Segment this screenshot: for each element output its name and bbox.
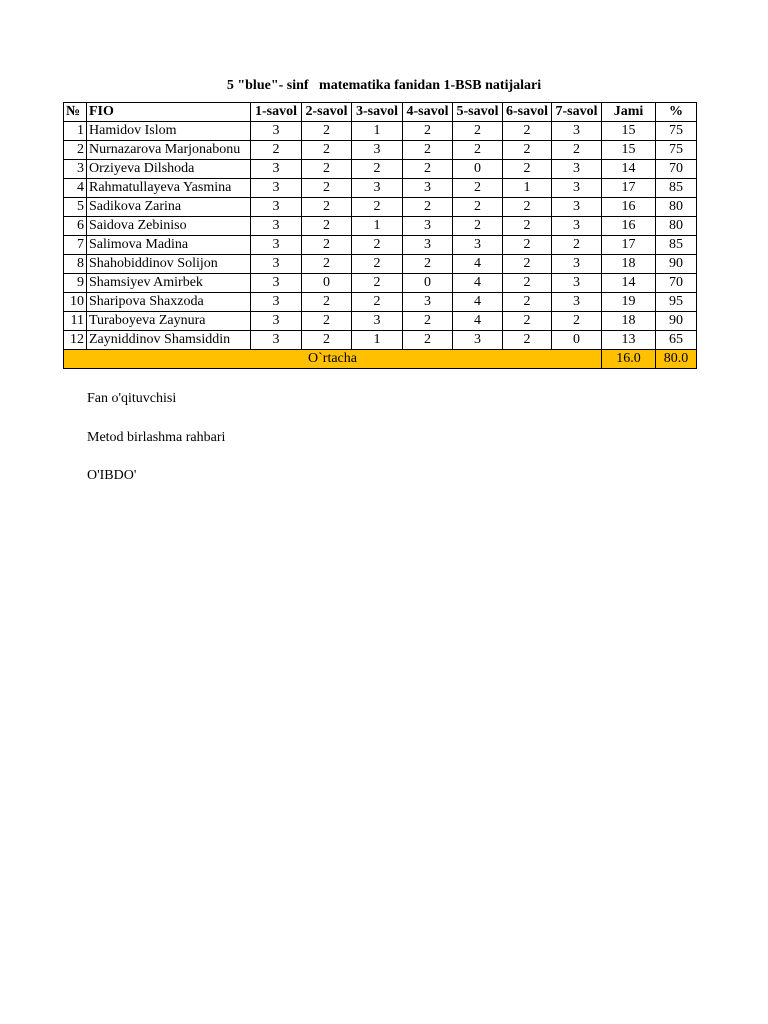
- row-number: 3: [64, 160, 87, 179]
- score-savol-5: 3: [453, 331, 503, 350]
- student-name: Sadikova Zarina: [87, 198, 251, 217]
- total-percent: 80: [656, 217, 697, 236]
- total-jami: 14: [602, 274, 656, 293]
- total-jami: 18: [602, 312, 656, 331]
- total-jami: 17: [602, 179, 656, 198]
- score-savol-5: 2: [453, 122, 503, 141]
- total-jami: 19: [602, 293, 656, 312]
- score-savol-1: 3: [251, 122, 302, 141]
- student-name: Salimova Madina: [87, 236, 251, 255]
- score-savol-7: 3: [552, 293, 602, 312]
- score-savol-5: 3: [453, 236, 503, 255]
- score-savol-4: 2: [403, 141, 453, 160]
- score-savol-3: 3: [352, 312, 403, 331]
- score-savol-6: 2: [503, 331, 552, 350]
- table-row: [64, 293, 697, 312]
- table-row: [64, 255, 697, 274]
- student-name: Nurnazarova Marjonabonu: [87, 141, 251, 160]
- score-savol-1: 3: [251, 312, 302, 331]
- score-savol-1: 3: [251, 293, 302, 312]
- header-cell-jami: Jami: [602, 103, 656, 122]
- header-row: [64, 103, 697, 122]
- score-savol-2: 2: [302, 217, 352, 236]
- score-savol-3: 2: [352, 198, 403, 217]
- header-cell-savol-2: 2-savol: [302, 103, 352, 122]
- results-table: [63, 102, 697, 369]
- header-cell-savol-7: 7-savol: [552, 103, 602, 122]
- score-savol-2: 2: [302, 141, 352, 160]
- score-savol-2: 2: [302, 293, 352, 312]
- row-number: 10: [64, 293, 87, 312]
- student-name: Hamidov Islom: [87, 122, 251, 141]
- score-savol-6: 2: [503, 160, 552, 179]
- total-percent: 90: [656, 312, 697, 331]
- score-savol-3: 2: [352, 274, 403, 293]
- total-jami: 15: [602, 141, 656, 160]
- score-savol-5: 4: [453, 274, 503, 293]
- score-savol-4: 3: [403, 293, 453, 312]
- table-body: [64, 122, 697, 350]
- row-number: 9: [64, 274, 87, 293]
- score-savol-2: 2: [302, 312, 352, 331]
- header-cell-savol-4: 4-savol: [403, 103, 453, 122]
- student-name: Rahmatullayeva Yasmina: [87, 179, 251, 198]
- row-number: 11: [64, 312, 87, 331]
- score-savol-1: 3: [251, 179, 302, 198]
- footer-method-head: Metod birlashma rahbari: [87, 430, 226, 445]
- student-name: Saidova Zebiniso: [87, 217, 251, 236]
- score-savol-5: 2: [453, 217, 503, 236]
- total-jami: 14: [602, 160, 656, 179]
- row-number: 8: [64, 255, 87, 274]
- average-row: [64, 350, 697, 369]
- score-savol-2: 2: [302, 236, 352, 255]
- score-savol-1: 3: [251, 217, 302, 236]
- score-savol-4: 2: [403, 255, 453, 274]
- document-title: 5 "blue"- sinf matematika fanidan 1-BSB natijalari: [226, 78, 542, 93]
- row-number: 12: [64, 331, 87, 350]
- header-cell-percent: %: [656, 103, 697, 122]
- score-savol-2: 2: [302, 179, 352, 198]
- total-jami: 13: [602, 331, 656, 350]
- table-row: [64, 217, 697, 236]
- total-jami: 16: [602, 198, 656, 217]
- row-number: 2: [64, 141, 87, 160]
- header-cell-savol-1: 1-savol: [251, 103, 302, 122]
- score-savol-6: 2: [503, 198, 552, 217]
- score-savol-6: 2: [503, 312, 552, 331]
- average-label: O`rtacha: [64, 350, 602, 369]
- table-row: [64, 122, 697, 141]
- score-savol-1: 3: [251, 236, 302, 255]
- score-savol-7: 2: [552, 141, 602, 160]
- score-savol-5: 4: [453, 255, 503, 274]
- header-cell-fio: FIO: [87, 103, 251, 122]
- total-jami: 15: [602, 122, 656, 141]
- total-percent: 85: [656, 236, 697, 255]
- score-savol-4: 0: [403, 274, 453, 293]
- score-savol-7: 3: [552, 274, 602, 293]
- score-savol-3: 2: [352, 255, 403, 274]
- score-savol-3: 1: [352, 217, 403, 236]
- score-savol-6: 1: [503, 179, 552, 198]
- total-jami: 18: [602, 255, 656, 274]
- student-name: Shamsiyev Amirbek: [87, 274, 251, 293]
- table-row: [64, 274, 697, 293]
- score-savol-6: 2: [503, 274, 552, 293]
- score-savol-5: 2: [453, 179, 503, 198]
- score-savol-4: 3: [403, 179, 453, 198]
- header-cell-savol-3: 3-savol: [352, 103, 403, 122]
- table-row: [64, 179, 697, 198]
- score-savol-5: 4: [453, 293, 503, 312]
- footer-teacher: Fan o'qituvchisi: [87, 391, 177, 406]
- score-savol-6: 2: [503, 293, 552, 312]
- header-cell-savol-5: 5-savol: [453, 103, 503, 122]
- student-name: Shahobiddinov Solijon: [87, 255, 251, 274]
- total-percent: 80: [656, 198, 697, 217]
- score-savol-2: 2: [302, 331, 352, 350]
- footer-deputy: O'IBDO': [87, 468, 137, 483]
- total-jami: 17: [602, 236, 656, 255]
- student-name: Orziyeva Dilshoda: [87, 160, 251, 179]
- table-row: [64, 236, 697, 255]
- score-savol-7: 3: [552, 255, 602, 274]
- score-savol-6: 2: [503, 236, 552, 255]
- table-row: [64, 331, 697, 350]
- score-savol-5: 2: [453, 141, 503, 160]
- score-savol-6: 2: [503, 217, 552, 236]
- score-savol-1: 2: [251, 141, 302, 160]
- score-savol-6: 2: [503, 141, 552, 160]
- score-savol-7: 3: [552, 217, 602, 236]
- score-savol-2: 2: [302, 255, 352, 274]
- score-savol-3: 3: [352, 141, 403, 160]
- total-percent: 85: [656, 179, 697, 198]
- total-percent: 75: [656, 122, 697, 141]
- row-number: 5: [64, 198, 87, 217]
- score-savol-7: 3: [552, 179, 602, 198]
- score-savol-5: 0: [453, 160, 503, 179]
- score-savol-1: 3: [251, 255, 302, 274]
- score-savol-3: 1: [352, 331, 403, 350]
- score-savol-4: 2: [403, 160, 453, 179]
- score-savol-1: 3: [251, 331, 302, 350]
- total-percent: 70: [656, 160, 697, 179]
- score-savol-3: 2: [352, 293, 403, 312]
- score-savol-1: 3: [251, 160, 302, 179]
- score-savol-4: 3: [403, 236, 453, 255]
- row-number: 4: [64, 179, 87, 198]
- score-savol-5: 4: [453, 312, 503, 331]
- score-savol-5: 2: [453, 198, 503, 217]
- table-row: [64, 312, 697, 331]
- score-savol-4: 2: [403, 331, 453, 350]
- row-number: 1: [64, 122, 87, 141]
- score-savol-3: 2: [352, 236, 403, 255]
- average-percent: 80.0: [656, 350, 697, 369]
- table-row: [64, 141, 697, 160]
- score-savol-2: 2: [302, 122, 352, 141]
- table-row: [64, 198, 697, 217]
- score-savol-6: 2: [503, 122, 552, 141]
- score-savol-4: 2: [403, 122, 453, 141]
- score-savol-3: 1: [352, 122, 403, 141]
- score-savol-7: 2: [552, 312, 602, 331]
- score-savol-7: 0: [552, 331, 602, 350]
- score-savol-2: 0: [302, 274, 352, 293]
- header-cell-savol-6: 6-savol: [503, 103, 552, 122]
- score-savol-4: 2: [403, 312, 453, 331]
- student-name: Sharipova Shaxzoda: [87, 293, 251, 312]
- score-savol-4: 2: [403, 198, 453, 217]
- student-name: Zayniddinov Shamsiddin: [87, 331, 251, 350]
- total-percent: 65: [656, 331, 697, 350]
- score-savol-3: 2: [352, 160, 403, 179]
- score-savol-7: 3: [552, 160, 602, 179]
- total-percent: 70: [656, 274, 697, 293]
- score-savol-2: 2: [302, 198, 352, 217]
- average-jami: 16.0: [602, 350, 656, 369]
- header-cell-num: №: [64, 103, 87, 122]
- score-savol-7: 3: [552, 198, 602, 217]
- total-percent: 75: [656, 141, 697, 160]
- score-savol-6: 2: [503, 255, 552, 274]
- score-savol-1: 3: [251, 274, 302, 293]
- score-savol-7: 2: [552, 236, 602, 255]
- score-savol-7: 3: [552, 122, 602, 141]
- table-row: [64, 160, 697, 179]
- row-number: 6: [64, 217, 87, 236]
- score-savol-1: 3: [251, 198, 302, 217]
- total-jami: 16: [602, 217, 656, 236]
- score-savol-4: 3: [403, 217, 453, 236]
- total-percent: 90: [656, 255, 697, 274]
- score-savol-3: 3: [352, 179, 403, 198]
- student-name: Turaboyeva Zaynura: [87, 312, 251, 331]
- score-savol-2: 2: [302, 160, 352, 179]
- total-percent: 95: [656, 293, 697, 312]
- row-number: 7: [64, 236, 87, 255]
